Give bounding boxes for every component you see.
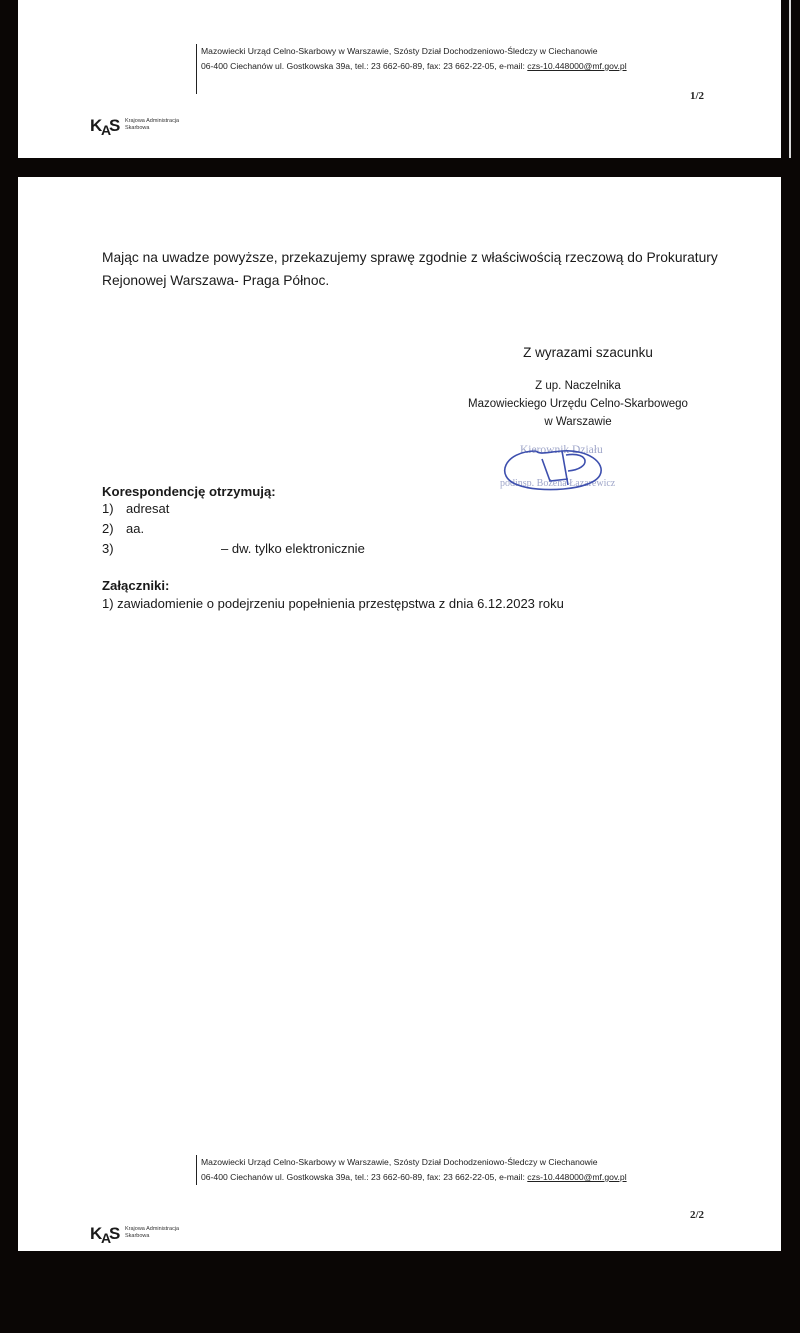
svg-text:K: K	[90, 1224, 103, 1243]
footer-address-line-2	[201, 59, 627, 74]
recipient-number: 1)	[102, 501, 114, 516]
stamp-title: Kierownik Działu	[520, 444, 603, 456]
footer-address-line-2	[201, 1170, 627, 1185]
logo-caption-line-1: Krajowa Administracja	[125, 1226, 180, 1232]
logo-caption	[125, 1226, 179, 1239]
kas-logo-icon	[90, 112, 122, 138]
paragraph-line-2: Rejonowej Warszawa- Praga Północ.	[102, 273, 330, 288]
signatory-line-2: Mazowieckiego Urzędu Celno-Skarbowego	[468, 398, 688, 410]
page-edge-divider	[789, 0, 791, 158]
svg-text:A: A	[101, 1230, 112, 1246]
signature-stamp-icon	[496, 441, 666, 501]
footer-email-link[interactable]: czs-10.448000@mf.gov.pl	[527, 1172, 627, 1182]
svg-text:K: K	[90, 116, 103, 135]
signatory-line-3: w Warszawie	[544, 416, 612, 428]
closing-salutation: Z wyrazami szacunku	[523, 345, 653, 360]
footer-rule	[196, 74, 197, 94]
kas-logo-icon	[90, 1220, 122, 1246]
svg-text:S: S	[109, 116, 121, 135]
signatory-block	[428, 377, 728, 431]
logo-caption	[125, 118, 179, 131]
page-1-footer	[196, 44, 627, 74]
main-paragraph	[102, 246, 782, 292]
recipient-number: 2)	[102, 521, 114, 536]
footer-address-line-1: Mazowiecki Urząd Celno-Skarbowy w Warszawie, Szósty Dział Dochodzeniowo-Śledczy w Ciechanowie	[201, 46, 598, 56]
recipient-item-3	[102, 539, 365, 559]
footer-contact: 06-400 Ciechanów ul. Gostkowska 39a, tel.: 23 662-60-89, fax: 23 662-22-05, e-mail:	[201, 1172, 528, 1182]
signature-stamp	[496, 441, 666, 501]
page-2-footer	[196, 1155, 627, 1185]
footer-address-line-1: Mazowiecki Urząd Celno-Skarbowy w Warszawie, Szósty Dział Dochodzeniowo-Śledczy w Ciechanowie	[201, 1157, 598, 1167]
page-number: 1/2	[690, 90, 705, 102]
recipients-heading: Korespondencję otrzymują:	[102, 484, 276, 499]
kas-logo	[90, 1220, 220, 1248]
page-2	[18, 177, 781, 1251]
footer-contact: 06-400 Ciechanów ul. Gostkowska 39a, tel.: 23 662-60-89, fax: 23 662-22-05, e-mail:	[201, 61, 528, 71]
svg-text:S: S	[109, 1224, 121, 1243]
paragraph-line-1: Mając na uwadze powyższe, przekazujemy sprawę zgodnie z właściwością rzeczową do Prokuratury	[102, 250, 718, 265]
recipient-number: 3)	[102, 541, 114, 556]
attachment-item-1: 1) zawiadomienie o podejrzeniu popełnienia przestępstwa z dnia 6.12.2023 roku	[102, 596, 564, 611]
stamp-name: podinsp. Bożena Łazarewicz	[500, 478, 616, 489]
recipient-text: – dw. tylko elektronicznie	[221, 541, 365, 556]
recipient-text: aa.	[126, 521, 145, 536]
signatory-line-1: Z up. Naczelnika	[535, 380, 621, 392]
kas-logo	[90, 112, 220, 140]
page-1-fragment	[18, 0, 781, 158]
logo-caption-line-2: Skarbowa	[125, 1232, 150, 1239]
logo-caption-line-2: Skarbowa	[125, 124, 150, 131]
svg-text:A: A	[101, 122, 112, 138]
recipient-item-1	[102, 499, 365, 519]
recipient-item-2	[102, 519, 365, 539]
recipients-list	[102, 499, 365, 559]
logo-caption-line-1: Krajowa Administracja	[125, 118, 180, 124]
recipient-text: adresat	[126, 501, 170, 516]
footer-email-link[interactable]: czs-10.448000@mf.gov.pl	[527, 61, 627, 71]
page-number: 2/2	[690, 1209, 705, 1221]
attachments-heading: Załączniki:	[102, 578, 170, 593]
